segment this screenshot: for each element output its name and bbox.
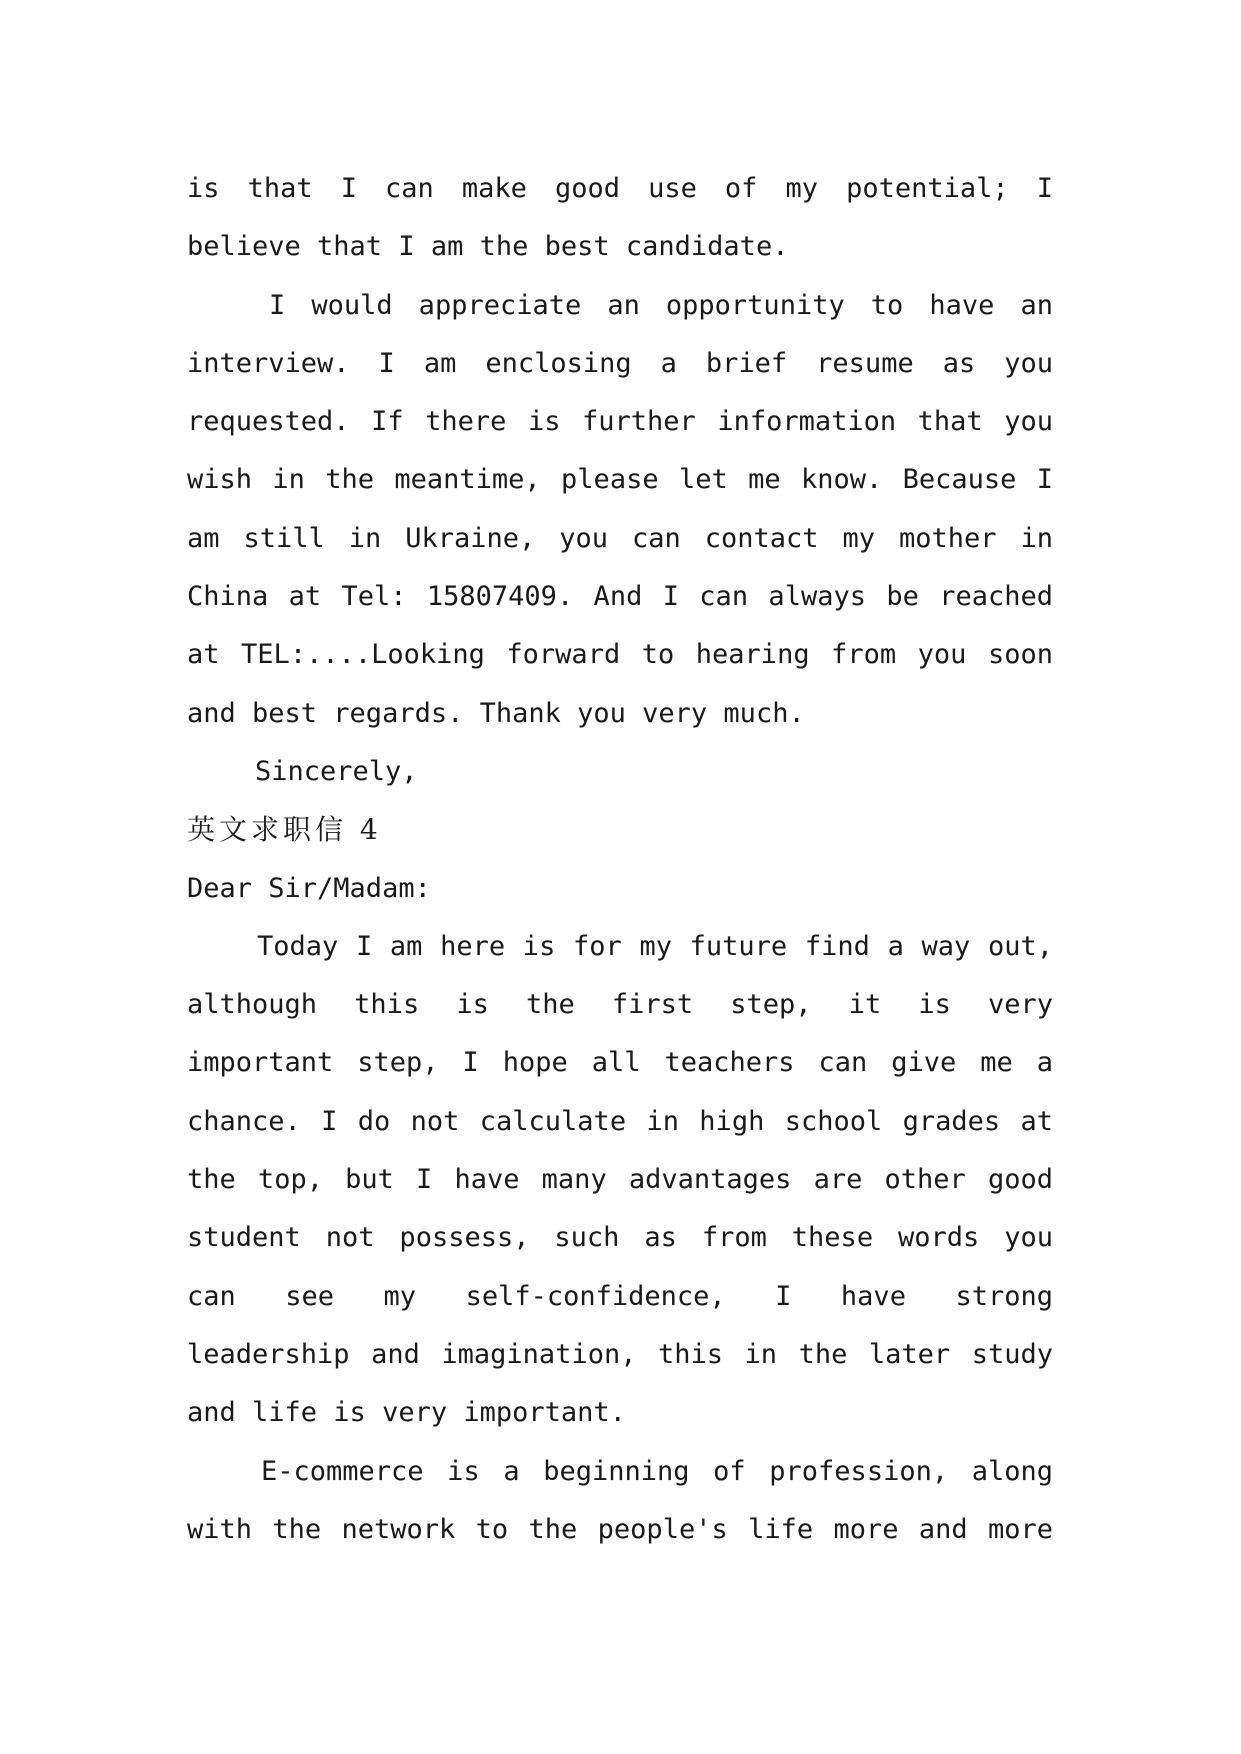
paragraph-line: wish in the meantime, please let me know. Because I: [187, 464, 1053, 496]
paragraph-line: at TEL:....Looking forward to hearing from you soon: [187, 639, 1053, 671]
paragraph-line: although this is the first step, it is very: [187, 989, 1053, 1021]
paragraph-line: is that I can make good use of my potential; I: [187, 173, 1053, 204]
paragraph-line: I would appreciate an opportunity to have an: [269, 289, 1053, 321]
paragraph-line: important step, I hope all teachers can give me a: [187, 1047, 1053, 1079]
paragraph-line: Today I am here is for my future find a way out,: [257, 930, 1053, 962]
paragraph-line: China at Tel: 15807409. And I can always be reached: [187, 581, 1053, 613]
paragraph-line: interview. I am enclosing a brief resume as you: [187, 347, 1053, 379]
paragraph-line: the top, but I have many advantages are other good: [187, 1164, 1053, 1196]
closing-line: Sincerely,: [255, 755, 418, 787]
paragraph-line: and life is very important.: [187, 1397, 626, 1429]
paragraph-line: with the network to the people's life more and more: [187, 1513, 1053, 1545]
paragraph-line: can see my self-confidence, I have strong: [187, 1280, 1053, 1312]
salutation-line: Dear Sir/Madam:: [187, 872, 431, 904]
paragraph-line: requested. If there is further information that you: [187, 406, 1053, 438]
document-body: [187, 160, 1053, 1559]
paragraph-line: leadership and imagination, this in the later study: [187, 1338, 1053, 1370]
section-heading: 英文求职信 4: [187, 813, 382, 847]
paragraph-line: am still in Ukraine, you can contact my mother in: [187, 522, 1053, 554]
paragraph-line: and best regards. Thank you very much.: [187, 697, 805, 729]
paragraph-line: chance. I do not calculate in high school grades at: [187, 1105, 1053, 1137]
paragraph-line: student not possess, such as from these words you: [187, 1222, 1053, 1254]
paragraph-line: E-commerce is a beginning of profession, along: [261, 1455, 1053, 1487]
paragraph-line: believe that I am the best candidate.: [187, 231, 789, 263]
